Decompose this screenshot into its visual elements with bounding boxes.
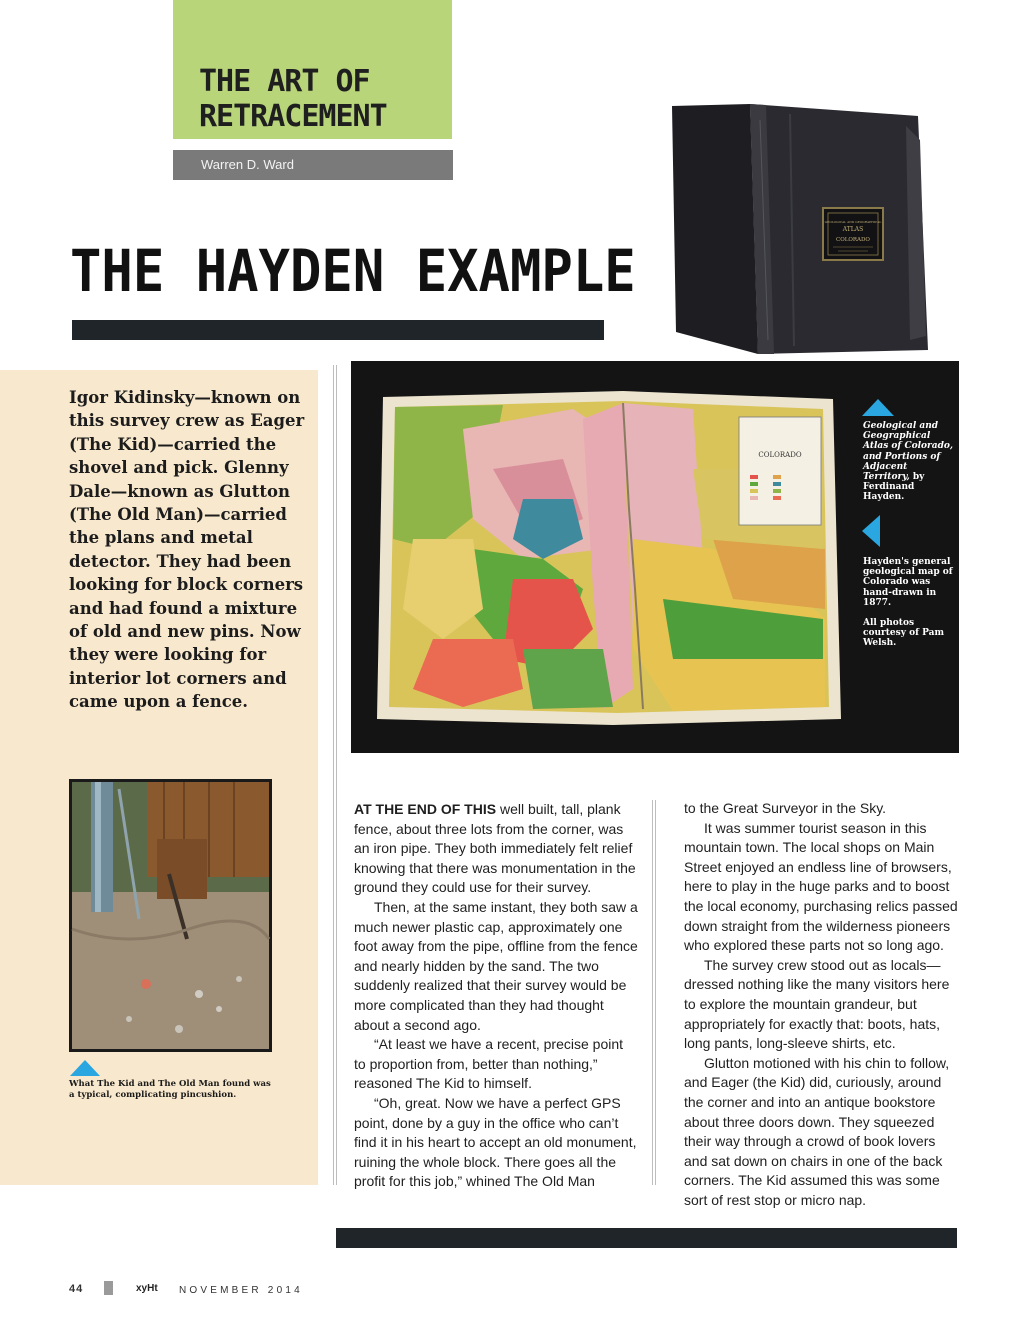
author-byline: Warren D. Ward	[201, 157, 294, 172]
paragraph-text: well built, tall, plank fence, about three lots from the corner, was an iron pipe. They both immediately felt relief knowing that there was monumentation in the ground they could use for their survey.	[354, 801, 636, 896]
issue-date: NOVEMBER 2014	[179, 1285, 303, 1296]
lead-in: AT THE END OF THIS	[354, 801, 497, 817]
book-label-line3: COLORADO	[836, 237, 870, 243]
column-divider	[652, 800, 653, 1185]
article-headline: THE HAYDEN EXAMPLE	[70, 237, 636, 305]
paragraph	[354, 800, 638, 898]
book-label-line1: GEOLOGICAL AND GEOGRAPHICAL	[824, 220, 882, 224]
atlas-author: by Ferdinand Hayden.	[863, 472, 925, 503]
book-label-line2: ATLAS	[842, 226, 864, 233]
column-divider	[336, 365, 337, 1185]
paragraph: Then, at the same instant, they both saw a much newer plastic cap, approximately one foot away from the pipe, offline from the fence and nearly hidden by the sand. The two suddenly realized that their survey would be more complicated than they had thought about a second ago.	[354, 898, 638, 1033]
page-number: 44	[69, 1283, 84, 1295]
atlas-title: Geological and Geographical Atlas of Colorado, and Portions of Adjacent Territory,	[863, 421, 954, 483]
paragraph: to the Great Surveyor in the Sky.	[684, 800, 887, 816]
caption-left-arrow-icon	[862, 515, 880, 547]
map-title: COLORADO	[758, 451, 802, 459]
body-column-1	[354, 800, 638, 1192]
fence-pincushion-photo	[69, 779, 272, 1052]
caption-arrow-icon	[70, 1060, 100, 1076]
map-caption-title	[863, 421, 955, 503]
column-divider	[655, 800, 656, 1185]
headline-rule	[72, 320, 604, 340]
colorado-geological-map-photo	[373, 389, 843, 727]
magazine-name: xyHt	[136, 1283, 158, 1294]
photo-credit: All photos courtesy of Pam Welsh.	[863, 618, 944, 649]
atlas-book-photo	[670, 100, 930, 362]
paragraph: Glutton motioned with his chin to follow, and Eager (the Kid) did, curiously, around the corner and into an antique bookstore about three doors down. They squeezed their way through a crowd of book lovers and sat down on chairs in one of the back corners. The Kid assumed this was some sort of rest stop or micro nap.	[684, 1054, 950, 1208]
column-divider	[333, 365, 334, 1185]
body-column-2	[684, 799, 960, 1210]
pull-quote: Igor Kidinsky—known on this survey crew as Eager (The Kid)—carried the shovel and pick. Glenny Dale—known as Glutton (The Old Man)—carried the plans and metal detector. They had been looking for block corners and had found a mixture of old and new pins. Now they were looking for interior lot corners and came upon a fence.	[69, 388, 305, 712]
footer-divider	[104, 1281, 113, 1295]
paragraph: It was summer tourist season in this mountain town. The local shops on Main Street enjoyed an endless line of browsers, here to play in the huge parks and to boost the local economy, purchasing relics passed down straight from the wilderness pioneers who explored these parts not so long ago.	[684, 819, 958, 954]
paragraph: The survey crew stood out as locals—dressed nothing like the many visitors here to explore the mountain grandeur, but appropriately for exactly that: boots, hats, long pants, long-sleeve shirts, etc.	[684, 956, 950, 1052]
paragraph: “Oh, great. Now we have a perfect GPS point, done by a guy in the office who can’t find it in his heart to accept an old monument, ruining the whole block. There goes all the profit for this job,” whined The Old Man	[354, 1094, 637, 1190]
caption-arrow-icon	[862, 399, 894, 416]
fence-photo-caption: What The Kid and The Old Man found was a typical, complicating pincushion.	[69, 1079, 271, 1100]
map-caption-detail: Hayden's general geological map of Colorado was hand-drawn in 1877.	[863, 557, 953, 608]
paragraph: “At least we have a recent, precise point to proportion from, better than nothing,” reasoned The Kid to himself.	[354, 1036, 624, 1092]
bottom-rule	[336, 1228, 957, 1248]
column-title: THE ART OF RETRACEMENT	[199, 64, 387, 134]
